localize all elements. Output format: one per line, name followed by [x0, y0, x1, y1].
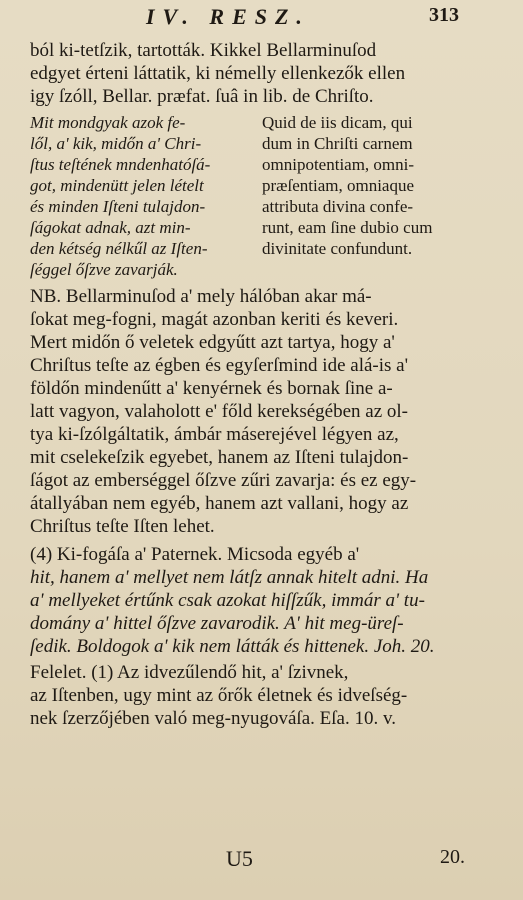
page-header — [0, 4, 523, 32]
hungarian-column-line: ſtus teſtének mndenhatóſá- — [30, 155, 211, 174]
text-line: (4) Ki-fogáſa a' Paternek. Micsoda egyéb a' — [30, 544, 360, 565]
latin-column-line: dum in Chriſti carnem — [262, 134, 413, 153]
text-line: Felelet. (1) Az idvezűlendő hit, a' ſzivnek, — [30, 662, 349, 683]
latin-column-line: Quid de iis dicam, qui — [262, 113, 413, 132]
text-line: ſedik. Boldogok a' kik nem látták és hittenek. Joh. 20. — [30, 636, 435, 657]
text-line: a' mellyeket értűnk csak azokat hiſſzűk, immár a' tu- — [30, 590, 425, 611]
text-line: edgyet érteni láttatik, ki némelly ellenkezők ellen — [30, 63, 406, 84]
text-line: domány a' hittel őſzve zavarodik. A' hit meg-üreſ- — [30, 613, 404, 634]
text-line: az Iſtenben, ugy mint az őrők életnek és idveſség- — [30, 685, 408, 706]
hungarian-column-line: got, mindenütt jelen lételt — [30, 176, 204, 195]
latin-column-line: runt, eam ſine dubio cum — [262, 218, 433, 237]
hungarian-column-line: és minden Iſteni tulajdon- — [30, 197, 206, 216]
hungarian-column-line: Mit mondgyak azok fe- — [30, 113, 186, 132]
text-line: ból ki-tetſzik, tartották. Kikkel Bellarminuſod — [30, 40, 377, 61]
text-line: igy ſzóll, Bellar. præfat. ſuâ in lib. de Chriſto. — [30, 86, 374, 107]
text-line: tya ki-ſzólgáltatik, ámbár máserejével légyen az, — [30, 424, 399, 445]
text-line: ſágot az emberséggel őſzve zűri zavarja: és ez egy- — [30, 470, 417, 491]
text-line: nek ſzerzőjében való meg-nyugováſa. Eſa. 10. v. — [30, 708, 396, 729]
hungarian-column-line: lől, a' kik, midőn a' Chri- — [30, 134, 202, 153]
catchword: 20. — [440, 846, 465, 868]
text-line: latt vagyon, valaholott e' főld kerekségében az ol- — [30, 401, 409, 422]
latin-column-line: divinitate confundunt. — [262, 239, 413, 258]
hungarian-column-line: ſéggel őſzve zavarják. — [30, 260, 178, 279]
page-number: 313 — [429, 4, 459, 26]
text-line: átallyában nem egyéb, hanem azt vallani, hogy az — [30, 493, 409, 514]
text-line: Mert midőn ő veletek edgyűtt azt tartya, hogy a' — [30, 332, 395, 353]
running-head: IV. RESZ. — [146, 4, 310, 29]
text-line: Chriſtus teſte az égben és egyſerſmind ide alá-is a' — [30, 355, 409, 376]
text-line: ſokat meg-fogni, magát azonban keriti és keveri. — [30, 309, 399, 330]
latin-column-line: attributa divina confe- — [262, 197, 414, 216]
latin-column-line: omnipotentiam, omni- — [262, 155, 415, 174]
text-line: NB. Bellarminuſod a' mely hálóban akar má- — [30, 286, 372, 307]
hungarian-column-line: ſágokat adnak, azt min- — [30, 218, 191, 237]
text-line: földőn mindenűtt a' kenyérnek és bornak ſine a- — [30, 378, 393, 399]
signature-mark: U5 — [226, 846, 253, 871]
text-line: mit cselekeſzik egyebet, hanem az Iſteni tulajdon- — [30, 447, 409, 468]
text-line: Chriſtus teſte Iſten lehet. — [30, 516, 215, 537]
latin-column-line: præſentiam, omniaque — [262, 176, 415, 195]
text-line: hit, hanem a' mellyet nem látſz annak hitelt adni. Ha — [30, 567, 429, 588]
hungarian-column-line: den kétség nélkűl az Iſten- — [30, 239, 208, 258]
